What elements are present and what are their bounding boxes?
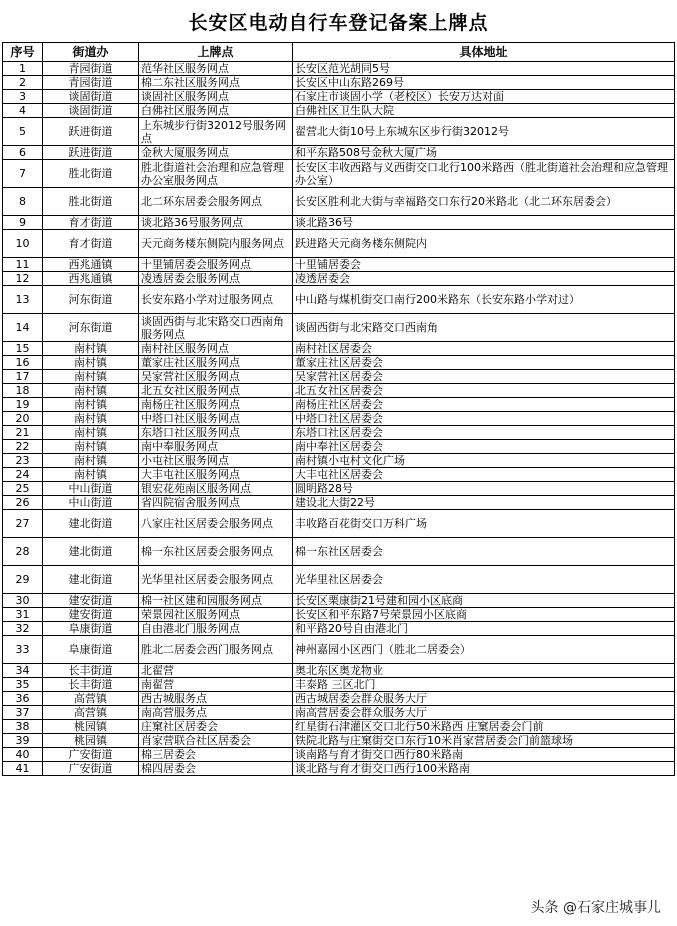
row-street: 南村镇 (43, 412, 139, 426)
row-address: 西古城居委会群众服务大厅 (293, 692, 675, 706)
row-number: 17 (3, 370, 43, 384)
row-point: 东塔口社区服务网点 (139, 426, 293, 440)
row-number: 31 (3, 608, 43, 622)
row-point: 银宏花苑南区服务网点 (139, 482, 293, 496)
row-address: 建设北大街22号 (293, 496, 675, 510)
row-address: 南杨庄社区居委会 (293, 398, 675, 412)
row-address: 南村社区居委会 (293, 342, 675, 356)
row-street: 河东街道 (43, 286, 139, 314)
row-address: 谈固西街与北宋路交口西南角 (293, 314, 675, 342)
row-point: 八家庄社区居委会服务网点 (139, 510, 293, 538)
row-number: 12 (3, 272, 43, 286)
row-number: 1 (3, 62, 43, 76)
table-row (3, 160, 675, 188)
row-number: 8 (3, 188, 43, 216)
row-point: 大丰屯社区服务网点 (139, 468, 293, 482)
row-point: 北翟营 (139, 664, 293, 678)
row-address: 和平东路508号金秋大厦广场 (293, 146, 675, 160)
row-street: 南村镇 (43, 370, 139, 384)
header-street: 街道办 (43, 43, 139, 62)
row-point: 长安东路小学对过服务网点 (139, 286, 293, 314)
row-address: 丰泰路 三区北门 (293, 678, 675, 692)
table-row (3, 384, 675, 398)
row-point: 谈北路36号服务网点 (139, 216, 293, 230)
row-number: 6 (3, 146, 43, 160)
row-address: 长安区栗康街21号建和园小区底商 (293, 594, 675, 608)
table-row (3, 496, 675, 510)
row-number: 4 (3, 104, 43, 118)
row-point: 十里铺居委会服务网点 (139, 258, 293, 272)
row-address: 大丰屯社区居委会 (293, 468, 675, 482)
row-address: 奥北东区奥龙物业 (293, 664, 675, 678)
table-row (3, 678, 675, 692)
row-point: 南高营服务点 (139, 706, 293, 720)
row-street: 建安街道 (43, 594, 139, 608)
row-number: 22 (3, 440, 43, 454)
row-point: 范华社区服务网点 (139, 62, 293, 76)
row-street: 阜康街道 (43, 636, 139, 664)
row-street: 广安街道 (43, 748, 139, 762)
row-address: 谈北路36号 (293, 216, 675, 230)
table-row (3, 468, 675, 482)
row-number: 13 (3, 286, 43, 314)
row-address: 长安区中山东路269号 (293, 76, 675, 90)
table-row (3, 454, 675, 468)
row-point: 小屯社区服务网点 (139, 454, 293, 468)
row-number: 27 (3, 510, 43, 538)
table-row (3, 748, 675, 762)
row-number: 37 (3, 706, 43, 720)
table-row (3, 104, 675, 118)
row-point: 肖家营联合社区居委会 (139, 734, 293, 748)
row-point: 白佛社区服务网点 (139, 104, 293, 118)
row-address: 红星街石津灌区交口北行50米路西 庄窠居委会门前 (293, 720, 675, 734)
header-address: 具体地址 (293, 43, 675, 62)
row-address: 光华里社区居委会 (293, 566, 675, 594)
row-number: 7 (3, 160, 43, 188)
row-address: 吴家营社区居委会 (293, 370, 675, 384)
page-title: 长安区电动自行车登记备案上牌点 (188, 11, 489, 34)
row-street: 南村镇 (43, 342, 139, 356)
table-row (3, 258, 675, 272)
row-point: 南杨庄社区服务网点 (139, 398, 293, 412)
row-address: 长安区胜利北大街与幸福路交口东行20米路北（北二环东居委会） (293, 188, 675, 216)
table-row (3, 440, 675, 454)
row-address: 十里铺居委会 (293, 258, 675, 272)
row-point: 中塔口社区服务网点 (139, 412, 293, 426)
table-row (3, 76, 675, 90)
table-row (3, 62, 675, 76)
row-point: 棉一东社区居委会服务网点 (139, 538, 293, 566)
row-number: 30 (3, 594, 43, 608)
table-row (3, 356, 675, 370)
row-address: 和平路20号自由港北门 (293, 622, 675, 636)
row-street: 青园街道 (43, 76, 139, 90)
table-row (3, 482, 675, 496)
row-point: 上东城步行街32012号服务网点 (139, 118, 293, 146)
header-no: 序号 (3, 43, 43, 62)
row-street: 长丰街道 (43, 664, 139, 678)
row-number: 20 (3, 412, 43, 426)
row-street: 跃进街道 (43, 146, 139, 160)
row-point: 北二环东居委会服务网点 (139, 188, 293, 216)
row-address: 南高营居委会群众服务大厅 (293, 706, 675, 720)
row-street: 胜北街道 (43, 160, 139, 188)
row-street: 育才街道 (43, 230, 139, 258)
row-address: 神州嘉园小区西门（胜北二居委会） (293, 636, 675, 664)
table-row (3, 566, 675, 594)
row-point: 凌透居委会服务网点 (139, 272, 293, 286)
row-point: 南翟营 (139, 678, 293, 692)
row-number: 32 (3, 622, 43, 636)
row-number: 9 (3, 216, 43, 230)
row-point: 西古城服务点 (139, 692, 293, 706)
row-number: 38 (3, 720, 43, 734)
row-street: 广安街道 (43, 762, 139, 776)
table-row (3, 734, 675, 748)
row-number: 10 (3, 230, 43, 258)
table-row (3, 230, 675, 258)
row-street: 育才街道 (43, 216, 139, 230)
row-number: 21 (3, 426, 43, 440)
row-number: 36 (3, 692, 43, 706)
row-number: 19 (3, 398, 43, 412)
row-point: 光华里社区居委会服务网点 (139, 566, 293, 594)
table-row (3, 188, 675, 216)
row-street: 高营镇 (43, 706, 139, 720)
row-street: 阜康街道 (43, 622, 139, 636)
row-street: 南村镇 (43, 440, 139, 454)
row-number: 41 (3, 762, 43, 776)
table-row (3, 692, 675, 706)
watermark-account: @石家庄城事儿 (563, 900, 661, 916)
row-street: 西兆通镇 (43, 272, 139, 286)
row-address: 铁院北路与庄窠街交口东行10米肖家营居委会门前篮球场 (293, 734, 675, 748)
table-row (3, 118, 675, 146)
row-number: 25 (3, 482, 43, 496)
row-address: 石家庄市谈固小学（老校区）长安万达对面 (293, 90, 675, 104)
row-point: 自由港北门服务网点 (139, 622, 293, 636)
row-point: 庄窠社区居委会 (139, 720, 293, 734)
row-address: 东塔口社区居委会 (293, 426, 675, 440)
header-point: 上牌点 (139, 43, 293, 62)
table-row (3, 90, 675, 104)
row-number: 15 (3, 342, 43, 356)
watermark (527, 896, 665, 918)
row-street: 南村镇 (43, 398, 139, 412)
row-street: 建北街道 (43, 566, 139, 594)
row-address: 长安区和平东路7号荣景园小区底商 (293, 608, 675, 622)
row-street: 南村镇 (43, 426, 139, 440)
table-row (3, 664, 675, 678)
row-number: 3 (3, 90, 43, 104)
table-row (3, 286, 675, 314)
table-row (3, 510, 675, 538)
row-number: 28 (3, 538, 43, 566)
row-address: 中塔口社区居委会 (293, 412, 675, 426)
row-address: 凌透居委会 (293, 272, 675, 286)
row-street: 青园街道 (43, 62, 139, 76)
row-number: 23 (3, 454, 43, 468)
table-row (3, 146, 675, 160)
row-street: 桃园镇 (43, 734, 139, 748)
row-address: 董家庄社区居委会 (293, 356, 675, 370)
row-street: 建北街道 (43, 510, 139, 538)
table-row (3, 342, 675, 356)
table-row (3, 538, 675, 566)
table-row (3, 426, 675, 440)
row-address: 中山路与煤机街交口南行200米路东（长安东路小学对过） (293, 286, 675, 314)
row-point: 北五女社区服务网点 (139, 384, 293, 398)
row-street: 桃园镇 (43, 720, 139, 734)
row-point: 省四院宿舍服务网点 (139, 496, 293, 510)
row-street: 河东街道 (43, 314, 139, 342)
row-address: 翟营北大街10号上东城东区步行街32012号 (293, 118, 675, 146)
row-number: 39 (3, 734, 43, 748)
table-row (3, 314, 675, 342)
table-row (3, 216, 675, 230)
row-street: 谈固街道 (43, 90, 139, 104)
row-number: 40 (3, 748, 43, 762)
row-point: 棉三居委会 (139, 748, 293, 762)
table-row (3, 398, 675, 412)
row-address: 长安区丰收西路与义西街交口北行100米路西（胜北街道社会治理和应急管理办公室） (293, 160, 675, 188)
row-street: 南村镇 (43, 356, 139, 370)
row-number: 34 (3, 664, 43, 678)
row-address: 棉一东社区居委会 (293, 538, 675, 566)
table-row (3, 636, 675, 664)
row-number: 16 (3, 356, 43, 370)
table-row (3, 762, 675, 776)
row-street: 建安街道 (43, 608, 139, 622)
row-street: 南村镇 (43, 454, 139, 468)
table-row (3, 594, 675, 608)
row-street: 建北街道 (43, 538, 139, 566)
row-point: 南村社区服务网点 (139, 342, 293, 356)
table-row (3, 622, 675, 636)
row-number: 26 (3, 496, 43, 510)
table-row (3, 272, 675, 286)
row-number: 14 (3, 314, 43, 342)
row-address: 南中奉社区居委会 (293, 440, 675, 454)
row-address: 谈北路与育才街交口西行100米路南 (293, 762, 675, 776)
row-street: 南村镇 (43, 384, 139, 398)
row-point: 董家庄社区服务网点 (139, 356, 293, 370)
row-address: 白佛社区卫生队大院 (293, 104, 675, 118)
row-street: 跃进街道 (43, 118, 139, 146)
row-number: 11 (3, 258, 43, 272)
row-point: 金秋大厦服务网点 (139, 146, 293, 160)
row-street: 胜北街道 (43, 188, 139, 216)
row-number: 24 (3, 468, 43, 482)
row-point: 谈固西街与北宋路交口西南角服务网点 (139, 314, 293, 342)
row-point: 天元商务楼东侧院内服务网点 (139, 230, 293, 258)
row-number: 2 (3, 76, 43, 90)
row-street: 中山街道 (43, 482, 139, 496)
row-point: 胜北二居委会西门服务网点 (139, 636, 293, 664)
row-number: 35 (3, 678, 43, 692)
row-address: 长安区范光胡同5号 (293, 62, 675, 76)
table-row (3, 720, 675, 734)
row-street: 长丰街道 (43, 678, 139, 692)
row-address: 北五女社区居委会 (293, 384, 675, 398)
row-street: 西兆通镇 (43, 258, 139, 272)
table-row (3, 608, 675, 622)
row-street: 谈固街道 (43, 104, 139, 118)
row-address: 跃进路天元商务楼东侧院内 (293, 230, 675, 258)
row-number: 33 (3, 636, 43, 664)
table-row (3, 412, 675, 426)
row-point: 吴家营社区服务网点 (139, 370, 293, 384)
row-address: 谈南路与育才街交口西行80米路南 (293, 748, 675, 762)
row-address: 丰收路百花街交口万科广场 (293, 510, 675, 538)
row-street: 中山街道 (43, 496, 139, 510)
row-point: 胜北街道社会治理和应急管理办公室服务网点 (139, 160, 293, 188)
row-point: 荣景园社区服务网点 (139, 608, 293, 622)
table-header-row (3, 43, 675, 62)
row-point: 谈固社区服务网点 (139, 90, 293, 104)
table-row (3, 370, 675, 384)
table-row (3, 706, 675, 720)
row-point: 棉一社区建和园服务网点 (139, 594, 293, 608)
row-number: 5 (3, 118, 43, 146)
row-number: 29 (3, 566, 43, 594)
row-address: 圆明路28号 (293, 482, 675, 496)
row-point: 南中奉服务网点 (139, 440, 293, 454)
row-number: 18 (3, 384, 43, 398)
row-point: 棉四居委会 (139, 762, 293, 776)
registration-table (2, 42, 675, 776)
watermark-prefix: 头条 (530, 900, 559, 916)
row-street: 高营镇 (43, 692, 139, 706)
row-point: 棉二东社区服务网点 (139, 76, 293, 90)
row-street: 南村镇 (43, 468, 139, 482)
row-address: 南村镇小屯村文化广场 (293, 454, 675, 468)
